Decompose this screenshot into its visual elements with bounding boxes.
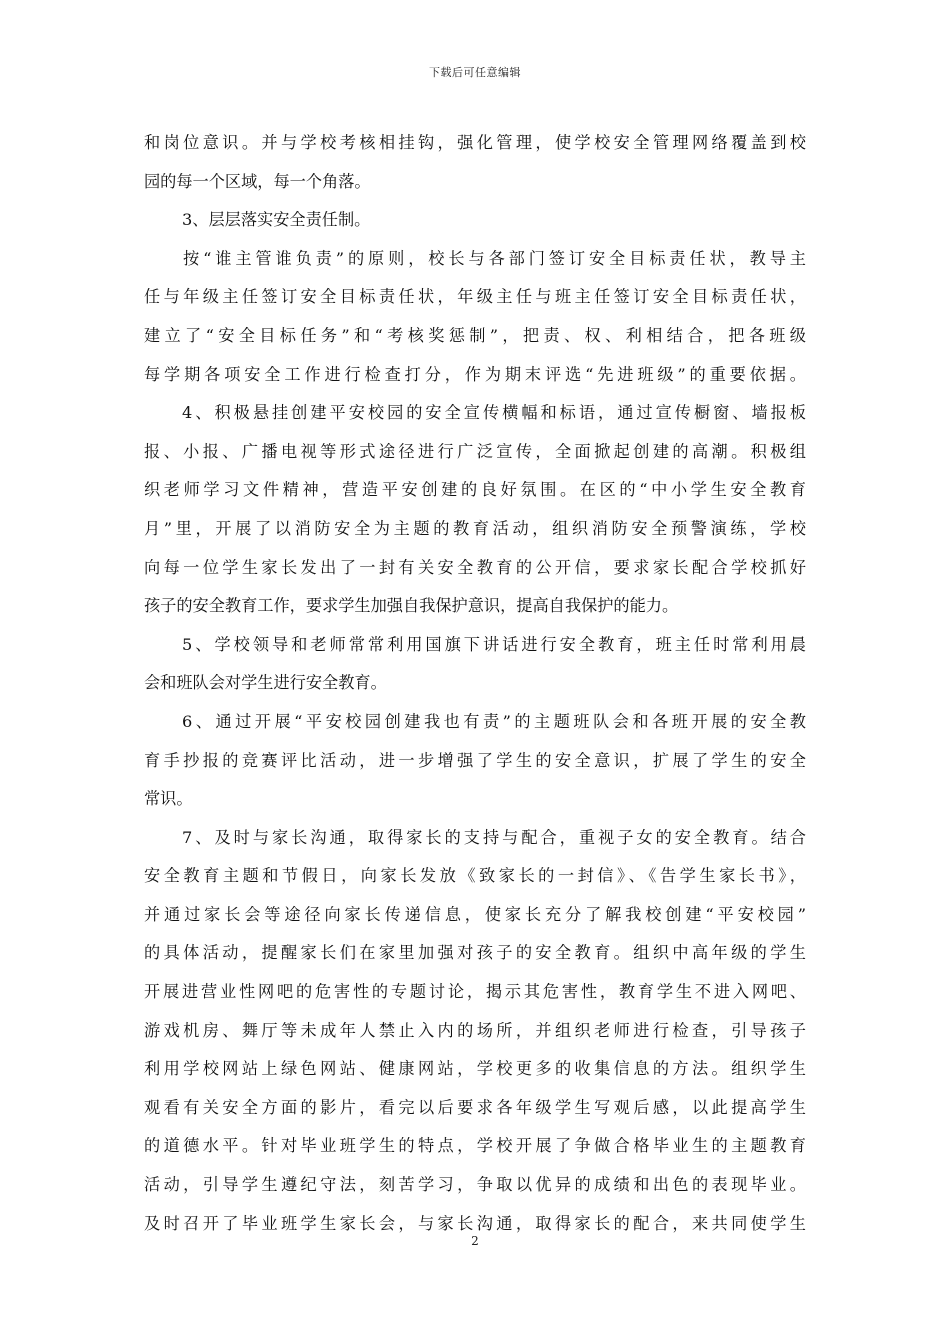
text-line: 向每一位学生家长发出了一封有关安全教育的公开信，要求家长配合学校抓好 xyxy=(144,557,806,577)
text-line: 任与年级主任签订安全目标责任状，年级主任与班主任签订安全目标责任状， xyxy=(144,287,806,307)
text-line: 及时召开了毕业班学生家长会，与家长沟通，取得家长的配合，来共同使学生 xyxy=(144,1213,806,1233)
text-line: 5、学校领导和老师常常利用国旗下讲话进行安全教育，班主任时常利用晨 xyxy=(182,634,806,654)
text-line: 按“谁主管谁负责”的原则，校长与各部门签订安全目标责任状，教导主 xyxy=(183,248,806,268)
text-line: 的具体活动，提醒家长们在家里加强对孩子的安全教育。组织中高年级的学生 xyxy=(144,943,806,963)
text-line: 月”里，开展了以消防安全为主题的教育活动，组织消防安全预警演练，学校 xyxy=(144,518,806,538)
text-line: 7、及时与家长沟通，取得家长的支持与配合，重视子女的安全教育。结合 xyxy=(182,827,806,847)
text-line: 利用学校网站上绿色网站、健康网站，学校更多的收集信息的方法。组织学生 xyxy=(144,1059,806,1079)
text-line: 育手抄报的竞赛评比活动，进一步增强了学生的安全意识，扩展了学生的安全 xyxy=(144,750,806,770)
text-line: 每学期各项安全工作进行检查打分，作为期末评选“先进班级”的重要依据。 xyxy=(144,364,806,384)
text-line: 园的每一个区域，每一个角落。 xyxy=(144,171,371,191)
text-line: 报、小报、广播电视等形式途径进行广泛宣传，全面掀起创建的高潮。积极组 xyxy=(144,441,806,461)
text-line: 织老师学习文件精神，营造平安创建的良好氛围。在区的“中小学生安全教育 xyxy=(144,480,806,500)
text-line: 6、通过开展“平安校园创建我也有责”的主题班队会和各班开展的安全教 xyxy=(182,711,806,731)
text-line: 安全教育主题和节假日，向家长发放《致家长的一封信》、《告学生家长书》， xyxy=(144,866,806,886)
text-line: 和岗位意识。并与学校考核相挂钩，强化管理，使学校安全管理网络覆盖到校 xyxy=(144,133,806,152)
text-line: 建立了“安全目标任务”和“考核奖惩制”，把责、权、利相结合，把各班级 xyxy=(144,325,806,345)
text-line: 活动，引导学生遵纪守法，刻苦学习，争取以优异的成绩和出色的表现毕业。 xyxy=(144,1175,806,1195)
page-header: 下载后可任意编辑 xyxy=(429,66,521,79)
text-line: 常识。 xyxy=(144,789,193,809)
text-line: 观看有关安全方面的影片，看完以后要求各年级学生写观后感，以此提高学生 xyxy=(144,1097,806,1117)
text-line: 游戏机房、舞厅等未成年人禁止入内的场所，并组织老师进行检查，引导孩子 xyxy=(144,1020,806,1040)
page-number: 2 xyxy=(471,1234,479,1248)
section-heading: 3、层层落实安全责任制。 xyxy=(182,210,371,230)
text-line: 开展进营业性网吧的危害性的专题讨论，揭示其危害性，教育学生不进入网吧、 xyxy=(144,982,806,1002)
text-line: 并通过家长会等途径向家长传递信息，使家长充分了解我校创建“平安校园” xyxy=(144,904,806,924)
text-line: 孩子的安全教育工作，要求学生加强自我保护意识，提高自我保护的能力。 xyxy=(144,596,679,616)
text-line: 会和班队会对学生进行安全教育。 xyxy=(144,673,387,693)
text-line: 的道德水平。针对毕业班学生的特点，学校开展了争做合格毕业生的主题教育 xyxy=(144,1136,806,1156)
document-body xyxy=(144,124,806,1243)
text-line: 4、积极悬挂创建平安校园的安全宣传横幅和标语，通过宣传橱窗、墙报板 xyxy=(182,403,806,423)
